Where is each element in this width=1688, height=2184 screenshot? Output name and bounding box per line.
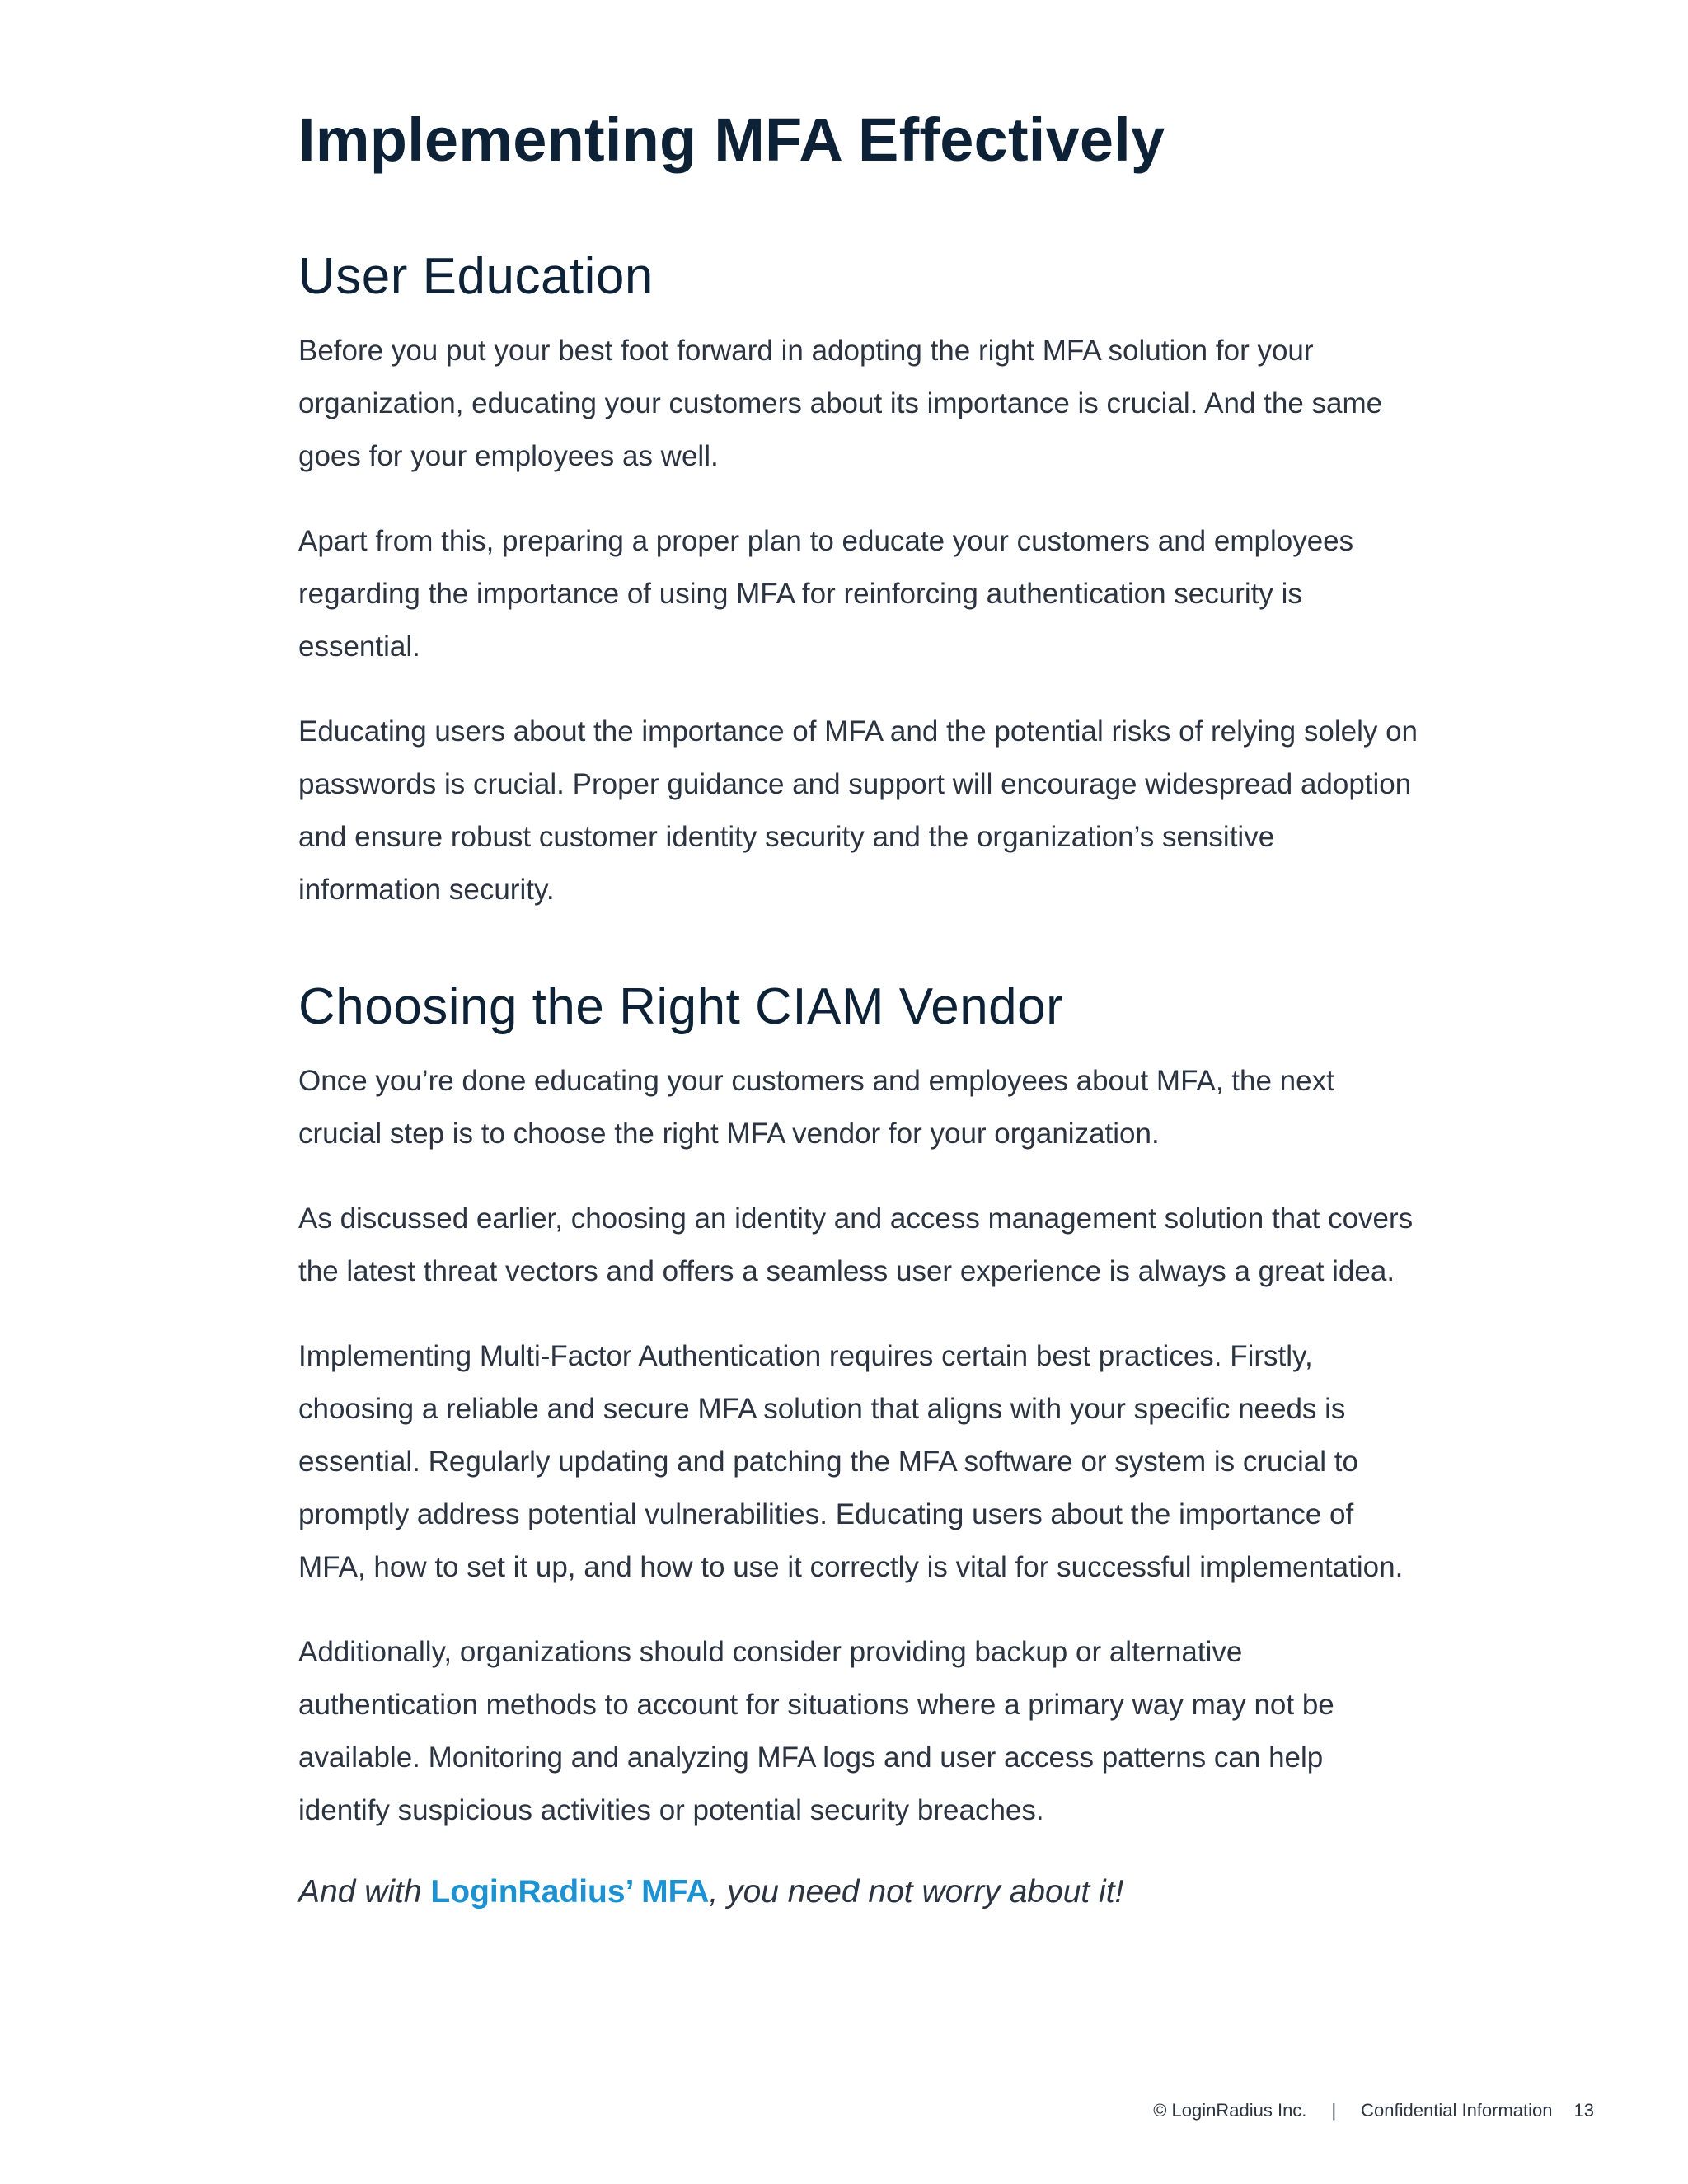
paragraph: Before you put your best foot forward in adopting the right MFA solution for your organization, educating your customers about its importance is crucial. And the same goes for your employees as well. (298, 335, 1383, 472)
section-user-education (298, 244, 1419, 916)
footer-separator: | (1331, 2100, 1337, 2121)
closing-prefix: And with (298, 1874, 431, 1910)
paragraph: As discussed earlier, choosing an identity and access management solution that covers the latest threat vectors and offers a seamless user experience is always a great idea. (298, 1202, 1414, 1287)
footer-copyright: © LoginRadius Inc. (1153, 2100, 1307, 2121)
section-heading: User Education (298, 248, 654, 305)
paragraph: Implementing Multi-Factor Authentication requires certain best practices. Firstly, choosing a reliable and secure MFA solution that aligns with your specific needs is essential. Regularly updating and patching the MFA software or system is crucial to promptly address potential vulnerabilities. Educating users about the importance of MFA, how to set it up, and how to use it correctly is vital for successful implementation. (298, 1340, 1404, 1583)
loginradius-mfa-highlight: LoginRadius’ MFA (430, 1874, 710, 1910)
page-footer (1153, 2098, 1594, 2123)
section-choosing-vendor (298, 974, 1419, 1837)
closing-suffix: , you need not worry about it! (709, 1874, 1124, 1910)
page-title: Implementing MFA Effectively (298, 105, 1165, 174)
paragraph: Additionally, organizations should consider providing backup or alternative authentication methods to account for situations where a primary way may not be available. Monitoring and analyzing MFA logs and user access patterns can help identify suspicious activities or potential security breaches. (298, 1636, 1334, 1826)
paragraph: Apart from this, preparing a proper plan to educate your customers and employees regarding the importance of using MFA for reinforcing authentication security is essential. (298, 525, 1354, 663)
paragraph: Educating users about the importance of MFA and the potential risks of relying solely on passwords is crucial. Proper guidance and support will encourage widespread adoption and ensure robust customer identity security and the organization’s sensitive information security. (298, 715, 1418, 906)
closing-statement (298, 1866, 1419, 1919)
page-content (298, 97, 1419, 1919)
footer-confidential-label: Confidential Information (1361, 2100, 1553, 2121)
section-heading: Choosing the Right CIAM Vendor (298, 978, 1064, 1035)
page-number: 13 (1573, 2100, 1594, 2121)
paragraph: Once you’re done educating your customers and employees about MFA, the next crucial step is to choose the right MFA vendor for your organization. (298, 1065, 1334, 1150)
